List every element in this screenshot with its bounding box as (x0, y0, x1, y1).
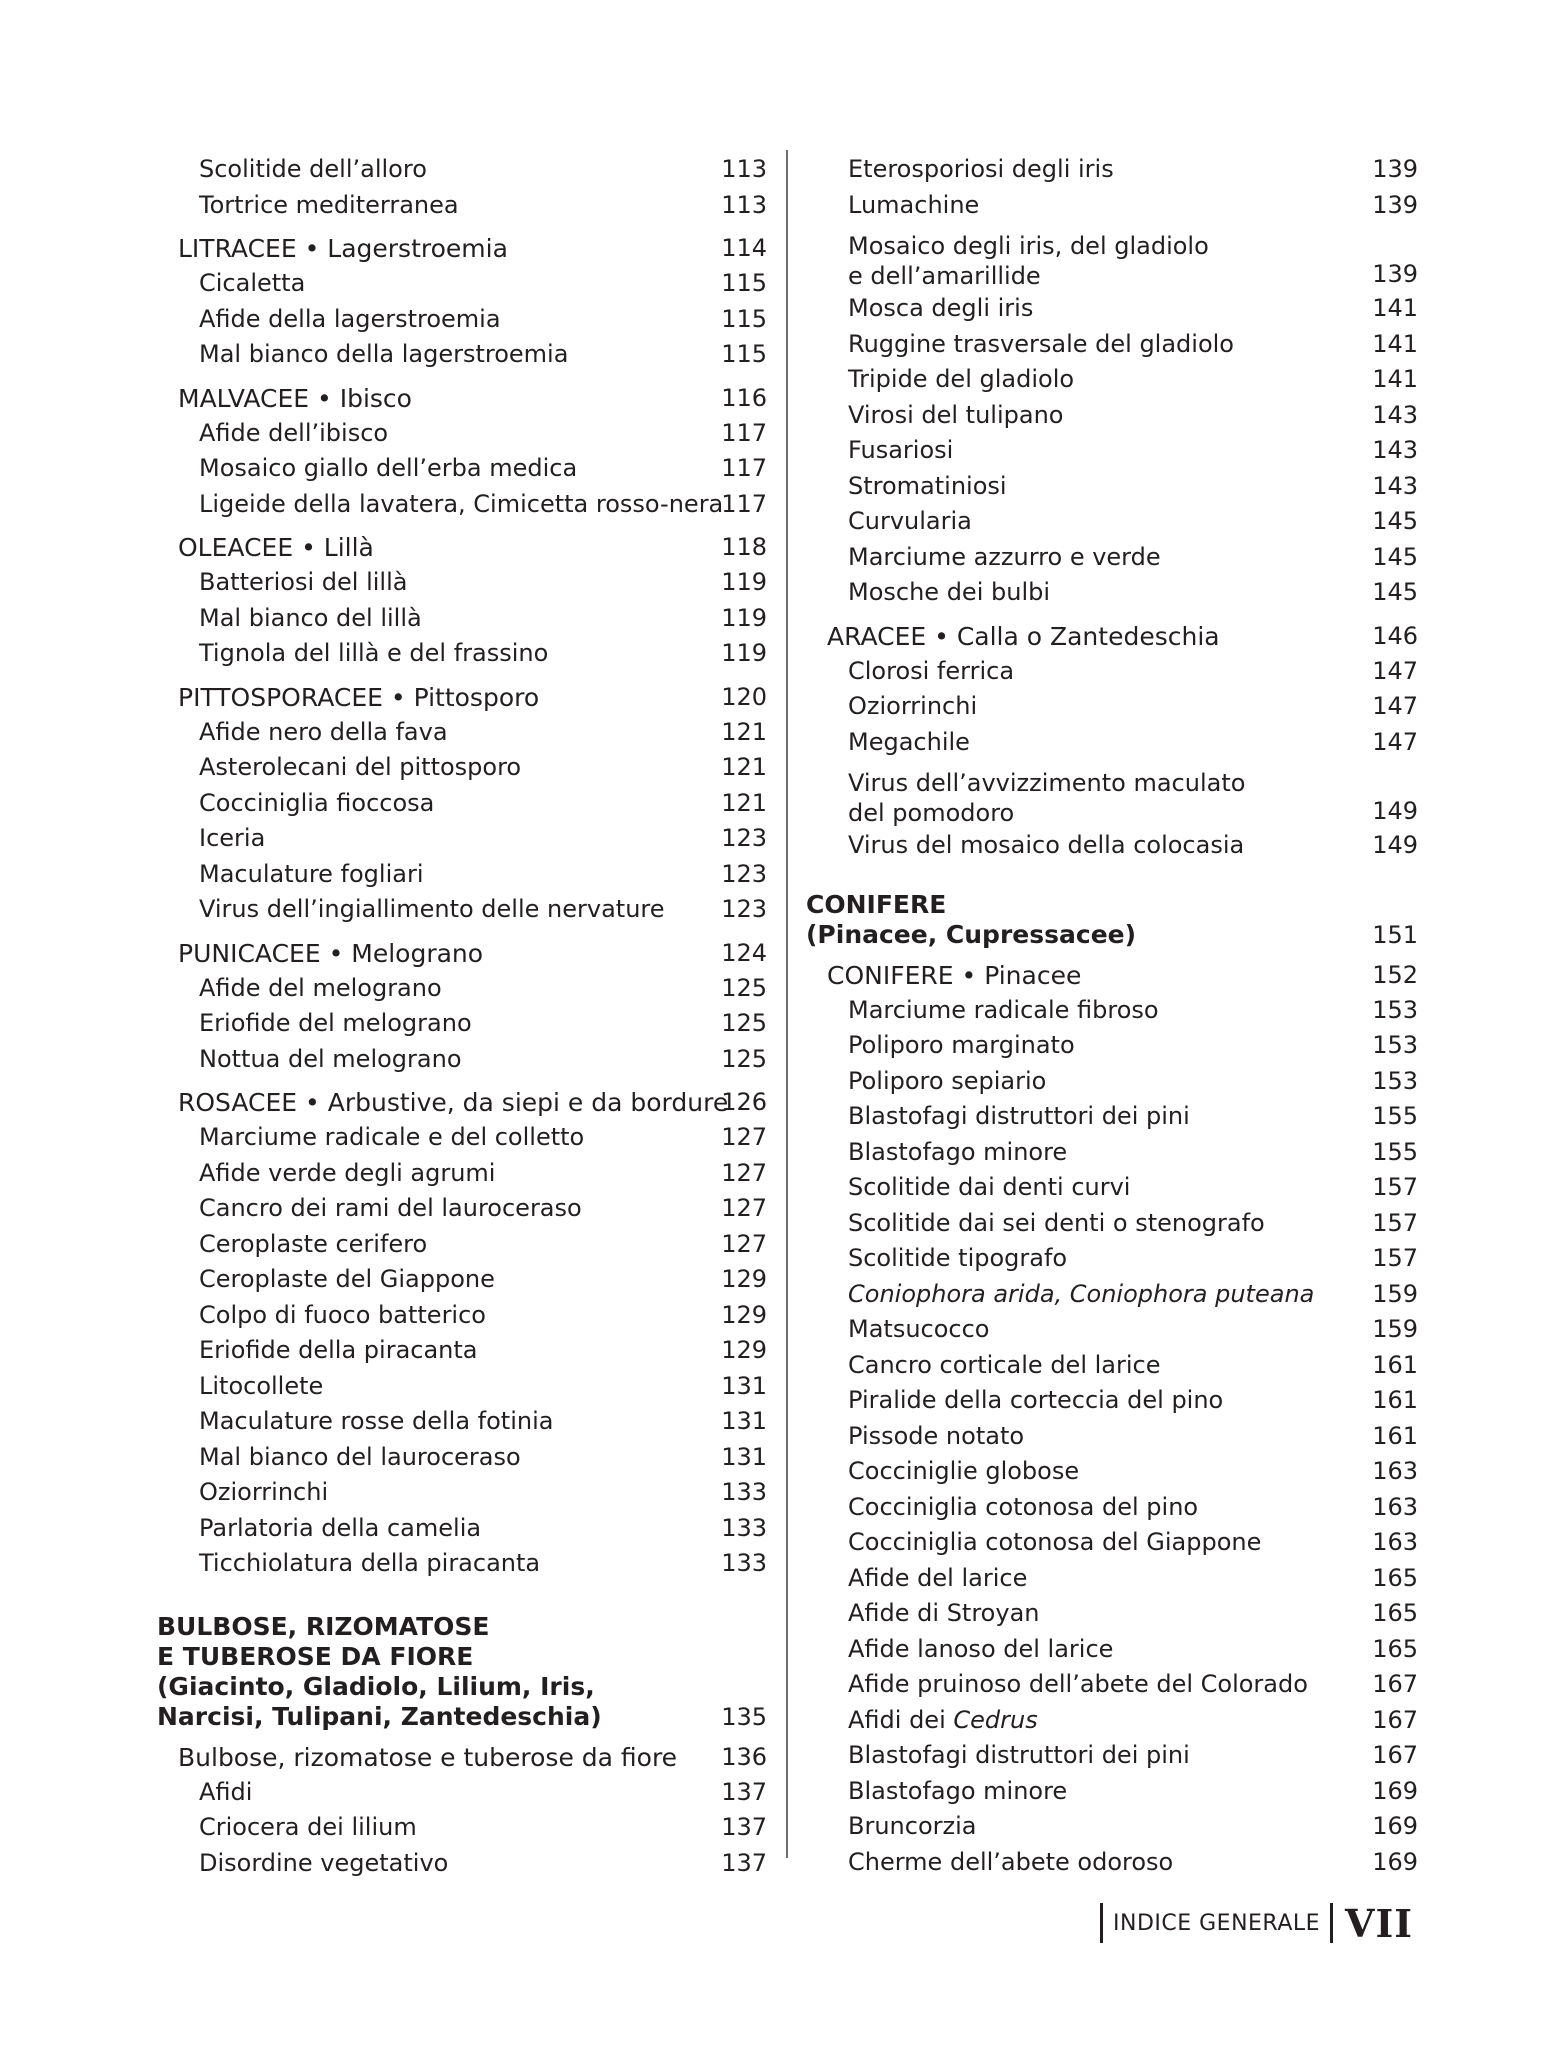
index-entry (157, 1191, 767, 1227)
page-ref: 155 (1372, 1102, 1418, 1130)
page-ref: 167 (1372, 1705, 1418, 1734)
entry-label: Oziorrinchi (848, 692, 978, 720)
page-ref: 119 (721, 603, 767, 632)
page-ref: 157 (1372, 1208, 1418, 1237)
index-entry (806, 433, 1418, 469)
section-heading-label: CONIFERE (Pinacee, Cupressacee) (806, 889, 1137, 949)
page-ref: 124 (721, 938, 767, 967)
page-ref: 147 (1372, 692, 1418, 720)
index-entry (157, 750, 767, 786)
index-entry (157, 1846, 767, 1882)
page-number: VII (1345, 1900, 1414, 1946)
page-ref: 125 (721, 1044, 767, 1073)
entry-label: Mal bianco del lillà (199, 603, 422, 632)
index-entry (157, 188, 767, 224)
index-section-heading (157, 1612, 767, 1732)
entry-label: Megachile (848, 727, 970, 756)
index-entry (157, 1333, 767, 1369)
section-heading-label: BULBOSE, RIZOMATOSE E TUBEROSE DA FIORE (Giacinto, Gladiolo, Lilium, Iris, Narcisi, Tulipani, Zantedeschia) (157, 1611, 602, 1731)
family-name: PUNICACEE (178, 938, 321, 968)
index-entry (806, 188, 1418, 224)
entry-label: Mosaico giallo dell’erba medica (199, 454, 578, 482)
entry-label: Marciume radicale fibroso (848, 995, 1159, 1024)
entry-label: Mosche dei bulbi (848, 578, 1051, 606)
entry-label: Poliporo marginato (848, 1031, 1075, 1059)
page-ref: 161 (1372, 1386, 1418, 1414)
index-entry (157, 1440, 767, 1476)
page-ref: 167 (1372, 1670, 1418, 1698)
entry-label: Afide della lagerstroemia (199, 304, 501, 333)
entry-label: Clorosi ferrica (848, 656, 1015, 685)
index-entry (806, 1241, 1418, 1277)
index-entry (806, 1135, 1418, 1171)
family-heading-label: CONIFERE • Pinacee (827, 960, 1082, 990)
index-entry (157, 565, 767, 601)
page-ref: 163 (1372, 1492, 1418, 1521)
entry-label (848, 1277, 1418, 1313)
page-ref: 118 (721, 533, 767, 561)
index-entry (806, 1490, 1418, 1526)
family-name: CONIFERE (827, 960, 954, 990)
plant-name: Melograno (351, 938, 484, 968)
page-ref: 149 (1372, 797, 1418, 825)
page-ref: 159 (1372, 1279, 1418, 1308)
page-ref: 167 (1372, 1741, 1418, 1769)
page-ref: 143 (1372, 400, 1418, 429)
page-ref: 117 (721, 418, 767, 447)
page-ref: 159 (1372, 1315, 1418, 1343)
entry-label: Lumachine (848, 190, 980, 219)
entry-label: Bruncorzia (848, 1812, 977, 1840)
index-entry (806, 1348, 1418, 1384)
plant-name: Arbustive, da siepi e da bordure (327, 1088, 729, 1117)
family-name: ARACEE (827, 621, 927, 651)
footer-divider (1100, 1903, 1103, 1943)
plant-name: Lagerstroemia (327, 234, 508, 263)
page-ref: 129 (721, 1265, 767, 1293)
index-entry (157, 1546, 767, 1582)
index-entry (806, 575, 1418, 611)
entry-label: Marciume radicale e del colletto (199, 1123, 585, 1151)
page-ref: 127 (721, 1194, 767, 1222)
page-ref: 153 (1372, 1031, 1418, 1059)
entry-label: Virus dell’avvizzimento maculato del pomodoro (848, 769, 1246, 827)
page-footer (1100, 1900, 1414, 1946)
family-name: MALVACEE (178, 383, 310, 413)
entry-label: Afide di Stroyan (848, 1599, 1040, 1627)
family-heading-label: MALVACEE • Ibisco (178, 383, 412, 413)
page-ref: 169 (1372, 1776, 1418, 1805)
index-entry (806, 1561, 1418, 1597)
page-ref: 127 (721, 1123, 767, 1151)
entry-label: Blastofago minore (848, 1137, 1068, 1166)
index-section-heading (806, 890, 1418, 950)
index-entry (157, 857, 767, 893)
index-group-heading (157, 1739, 767, 1775)
page-ref: 165 (1372, 1563, 1418, 1592)
entry-label: Litocollete (199, 1371, 324, 1400)
entry-label: Virus del mosaico della colocasia (848, 831, 1245, 859)
page-ref: 153 (1372, 1066, 1418, 1095)
page-ref: 141 (1372, 329, 1418, 358)
entry-label: Tignola del lillà e del frassino (199, 639, 549, 667)
page-ref: 123 (721, 895, 767, 923)
page-ref: 125 (721, 1009, 767, 1037)
page-ref: 133 (721, 1478, 767, 1506)
page-ref: 165 (1372, 1634, 1418, 1663)
page-ref: 163 (1372, 1528, 1418, 1556)
entry-label: Asterolecani del pittosporo (199, 753, 522, 781)
entry-label: Blastofago minore (848, 1776, 1068, 1805)
page-ref: 147 (1372, 727, 1418, 756)
index-entry (806, 1738, 1418, 1774)
index-entry (806, 1206, 1418, 1242)
family-heading-label: ROSACEE • Arbustive, da siepi e da bordure (178, 1088, 729, 1117)
index-family-heading (157, 1084, 767, 1120)
family-heading-label: PITTOSPORACEE • Pittosporo (178, 682, 540, 712)
page-ref: 149 (1372, 831, 1418, 859)
plant-name: Pinacee (984, 960, 1082, 990)
entry-text-italic: Coniophora arida, Coniophora puteana (848, 1279, 1315, 1308)
index-entry (806, 362, 1418, 398)
page-ref: 169 (1372, 1847, 1418, 1876)
entry-label: Oziorrinchi (199, 1478, 329, 1506)
entry-label: Criocera dei lilium (199, 1813, 417, 1841)
entry-label: Cicaletta (199, 269, 306, 297)
plant-name: Pittosporo (413, 682, 540, 712)
entry-label: Nottua del melograno (199, 1044, 462, 1073)
index-entry (806, 1277, 1418, 1313)
page-ref: 146 (1372, 621, 1418, 650)
entry-label: Afidi (199, 1777, 253, 1806)
group-heading-label: Bulbose, rizomatose e tuberose da fiore (178, 1742, 678, 1772)
entry-label: Mal bianco della lagerstroemia (199, 340, 569, 368)
index-family-heading (157, 935, 767, 971)
page-ref: 141 (1372, 365, 1418, 393)
plant-name: Ibisco (339, 383, 412, 413)
entry-label: Mosaico degli iris, del gladiolo e dell’amarillide (848, 232, 1209, 290)
entry-label: Scolitide tipografo (848, 1244, 1068, 1272)
index-entry (157, 1369, 767, 1405)
index-entry (806, 993, 1418, 1029)
plant-name: Calla o Zantedeschia (956, 621, 1220, 651)
page-ref: 137 (721, 1848, 767, 1877)
index-entry (806, 1383, 1418, 1419)
entry-label: Afide del melograno (199, 973, 442, 1002)
index-entry (157, 302, 767, 338)
page-ref: 153 (1372, 995, 1418, 1024)
index-entry (157, 1475, 767, 1511)
index-entry (806, 1632, 1418, 1668)
footer-divider (1330, 1903, 1333, 1943)
entry-label: Pissode notato (848, 1421, 1025, 1450)
entry-label: Cocciniglia fioccosa (199, 788, 435, 817)
entry-label: Tripide del gladiolo (848, 365, 1075, 393)
entry-label: Mosca degli iris (848, 294, 1034, 322)
entry-label: Afide nero della fava (199, 717, 448, 746)
index-entry (806, 1099, 1418, 1135)
index-column-left (157, 152, 767, 1881)
page-ref: 157 (1372, 1173, 1418, 1201)
page-ref: 131 (721, 1407, 767, 1435)
entry-label: Ligeide della lavatera, Cimicetta rosso-nera (199, 489, 724, 518)
family-name: LITRACEE (178, 234, 297, 263)
entry-label: Eriofide del melograno (199, 1009, 472, 1037)
index-entry (157, 451, 767, 487)
index-entry (157, 601, 767, 637)
index-entry (806, 689, 1418, 725)
entry-label: Cocciniglia cotonosa del pino (848, 1492, 1199, 1521)
page-ref: 113 (721, 190, 767, 219)
index-entry (806, 327, 1418, 363)
page-ref: 139 (1372, 155, 1418, 183)
entry-label: Batteriosi del lillà (199, 568, 408, 596)
entry-label: Maculature rosse della fotinia (199, 1407, 554, 1435)
index-entry (157, 416, 767, 452)
entry-label: Scolitide dell’alloro (199, 155, 427, 183)
entry-label: Virosi del tulipano (848, 400, 1064, 429)
index-entry (806, 1525, 1418, 1561)
entry-label: Parlatoria della camelia (199, 1513, 482, 1542)
index-entry (806, 1809, 1418, 1845)
entry-label: Eterosporiosi degli iris (848, 155, 1114, 183)
entry-label: Cancro dei rami del lauroceraso (199, 1194, 582, 1222)
entry-text: Afidi dei (848, 1705, 954, 1734)
index-entry (806, 1667, 1418, 1703)
page-ref: 119 (721, 639, 767, 667)
page-ref: 169 (1372, 1812, 1418, 1840)
page-ref: 113 (721, 155, 767, 183)
entry-label: Ceroplaste del Giappone (199, 1265, 495, 1293)
entry-label (848, 1703, 1418, 1739)
entry-label: Afide pruinoso dell’abete del Colorado (848, 1670, 1308, 1698)
entry-label: Fusariosi (848, 436, 954, 464)
page-ref: 115 (721, 269, 767, 297)
column-divider (786, 150, 788, 1858)
page-ref: 133 (721, 1513, 767, 1542)
page-ref: 152 (1372, 960, 1418, 989)
page-ref: 129 (721, 1300, 767, 1329)
index-family-heading (157, 679, 767, 715)
page-ref: 147 (1372, 656, 1418, 685)
entry-label: Cherme dell’abete odoroso (848, 1847, 1174, 1876)
page-ref: 129 (721, 1336, 767, 1364)
index-family-heading (806, 957, 1418, 993)
page-ref: 117 (721, 489, 767, 518)
page-ref: 121 (721, 753, 767, 781)
index-entry (806, 223, 1418, 291)
entry-label: Stromatiniosi (848, 471, 1007, 500)
page-ref: 145 (1372, 507, 1418, 535)
entry-label: Ticchiolatura della piracanta (199, 1549, 541, 1577)
page-ref: 139 (1372, 190, 1418, 219)
entry-label: Cocciniglie globose (848, 1457, 1080, 1485)
index-column-right (806, 152, 1418, 1880)
index-entry (806, 1774, 1418, 1810)
index-entry (157, 1810, 767, 1846)
page-ref: 121 (721, 788, 767, 817)
entry-label: Scolitide dai denti curvi (848, 1173, 1131, 1201)
entry-label: Ruggine trasversale del gladiolo (848, 329, 1234, 358)
index-entry (157, 1511, 767, 1547)
page-ref: 157 (1372, 1244, 1418, 1272)
page-ref: 127 (721, 1158, 767, 1187)
page-ref: 143 (1372, 436, 1418, 464)
page-ref: 126 (721, 1088, 767, 1116)
index-entry (806, 1845, 1418, 1881)
index-entry (157, 715, 767, 751)
index-entry (806, 504, 1418, 540)
page-ref: 163 (1372, 1457, 1418, 1485)
entry-label: Poliporo sepiario (848, 1066, 1047, 1095)
index-entry (157, 266, 767, 302)
entry-label: Curvularia (848, 507, 972, 535)
page-ref: 155 (1372, 1137, 1418, 1166)
index-entry (157, 337, 767, 373)
page-ref: 145 (1372, 542, 1418, 571)
page-ref: 145 (1372, 578, 1418, 606)
index-entry (806, 1419, 1418, 1455)
index-entry (806, 398, 1418, 434)
page-ref: 117 (721, 454, 767, 482)
entry-label: Blastofagi distruttori dei pini (848, 1102, 1190, 1130)
page-ref: 125 (721, 973, 767, 1002)
page-ref: 161 (1372, 1350, 1418, 1379)
page-ref: 139 (1372, 260, 1418, 288)
page-ref: 115 (721, 304, 767, 333)
entry-label: Tortrice mediterranea (199, 190, 459, 219)
page-ref: 115 (721, 340, 767, 368)
family-heading-label: LITRACEE • Lagerstroemia (178, 234, 508, 263)
family-name: ROSACEE (178, 1088, 298, 1117)
page-ref: 131 (721, 1442, 767, 1471)
page-ref: 165 (1372, 1599, 1418, 1627)
entry-label: Virus dell’ingiallimento delle nervature (199, 895, 665, 923)
index-entry (806, 760, 1418, 828)
plant-name: Lillà (323, 533, 374, 562)
family-heading-label: OLEACEE • Lillà (178, 533, 374, 562)
index-entry (157, 636, 767, 672)
family-heading-label: PUNICACEE • Melograno (178, 938, 484, 968)
page-ref: 123 (721, 859, 767, 888)
index-entry (806, 654, 1418, 690)
index-entry (806, 291, 1418, 327)
entry-label: Mal bianco del lauroceraso (199, 1442, 521, 1471)
entry-label: Maculature fogliari (199, 859, 424, 888)
entry-label: Marciume azzurro e verde (848, 542, 1161, 571)
entry-label: Cocciniglia cotonosa del Giappone (848, 1528, 1262, 1556)
entry-label: Cancro corticale del larice (848, 1350, 1161, 1379)
page-ref: 151 (1372, 920, 1418, 949)
index-entry (806, 828, 1418, 864)
index-entry (157, 1042, 767, 1078)
entry-label: Ceroplaste cerifero (199, 1229, 428, 1258)
entry-label: Colpo di fuoco batterico (199, 1300, 486, 1329)
entry-label: Disordine vegetativo (199, 1848, 449, 1877)
index-entry (806, 1596, 1418, 1632)
page-ref: 137 (721, 1813, 767, 1841)
index-entry (806, 1064, 1418, 1100)
index-entry (157, 1404, 767, 1440)
index-entry (157, 971, 767, 1007)
index-entry (157, 1298, 767, 1334)
page-ref: 141 (1372, 294, 1418, 322)
entry-label: Matsucocco (848, 1315, 990, 1343)
index-entry (806, 469, 1418, 505)
index-entry (806, 725, 1418, 761)
entry-text-italic: Cedrus (953, 1705, 1038, 1734)
page-ref: 137 (721, 1777, 767, 1806)
page-ref: 136 (721, 1742, 767, 1771)
family-name: PITTOSPORACEE (178, 682, 383, 712)
index-entry (157, 487, 767, 523)
index-entry (806, 1170, 1418, 1206)
page-ref: 131 (721, 1371, 767, 1400)
page-ref: 143 (1372, 471, 1418, 500)
index-entry (157, 1262, 767, 1298)
index-family-heading (157, 529, 767, 565)
entry-label: Eriofide della piracanta (199, 1336, 478, 1364)
page-ref: 133 (721, 1549, 767, 1577)
index-entry (806, 152, 1418, 188)
entry-label: Scolitide dai sei denti o stenografo (848, 1208, 1265, 1237)
index-family-heading (157, 380, 767, 416)
index-entry (806, 1703, 1418, 1739)
index-entry (157, 1006, 767, 1042)
index-entry (157, 152, 767, 188)
index-entry (806, 1312, 1418, 1348)
entry-label: Afide verde degli agrumi (199, 1158, 496, 1187)
index-family-heading (806, 618, 1418, 654)
entry-label: Afide lanoso del larice (848, 1634, 1114, 1663)
index-entry (157, 892, 767, 928)
index-family-heading (157, 230, 767, 266)
entry-label: Afide dell’ibisco (199, 418, 389, 447)
index-entry (806, 1454, 1418, 1490)
page-ref: 121 (721, 717, 767, 746)
page-ref: 135 (721, 1702, 767, 1731)
page-ref: 116 (721, 383, 767, 412)
page-ref: 119 (721, 568, 767, 596)
footer-section-label: INDICE GENERALE (1113, 1910, 1321, 1936)
index-entry (806, 1028, 1418, 1064)
entry-label: Blastofagi distruttori dei pini (848, 1741, 1190, 1769)
index-entry (157, 786, 767, 822)
entry-label: Iceria (199, 824, 266, 852)
family-name: OLEACEE (178, 533, 294, 562)
index-entry (157, 821, 767, 857)
page-ref: 123 (721, 824, 767, 852)
family-heading-label: ARACEE • Calla o Zantedeschia (827, 621, 1220, 651)
index-entry (157, 1120, 767, 1156)
page-ref: 114 (721, 234, 767, 262)
page-ref: 161 (1372, 1421, 1418, 1450)
entry-label: Piralide della corteccia del pino (848, 1386, 1224, 1414)
page-ref: 120 (721, 682, 767, 711)
index-entry (806, 540, 1418, 576)
entry-label: Afide del larice (848, 1563, 1028, 1592)
index-entry (157, 1775, 767, 1811)
index-entry (157, 1227, 767, 1263)
index-entry (157, 1156, 767, 1192)
page-ref: 127 (721, 1229, 767, 1258)
